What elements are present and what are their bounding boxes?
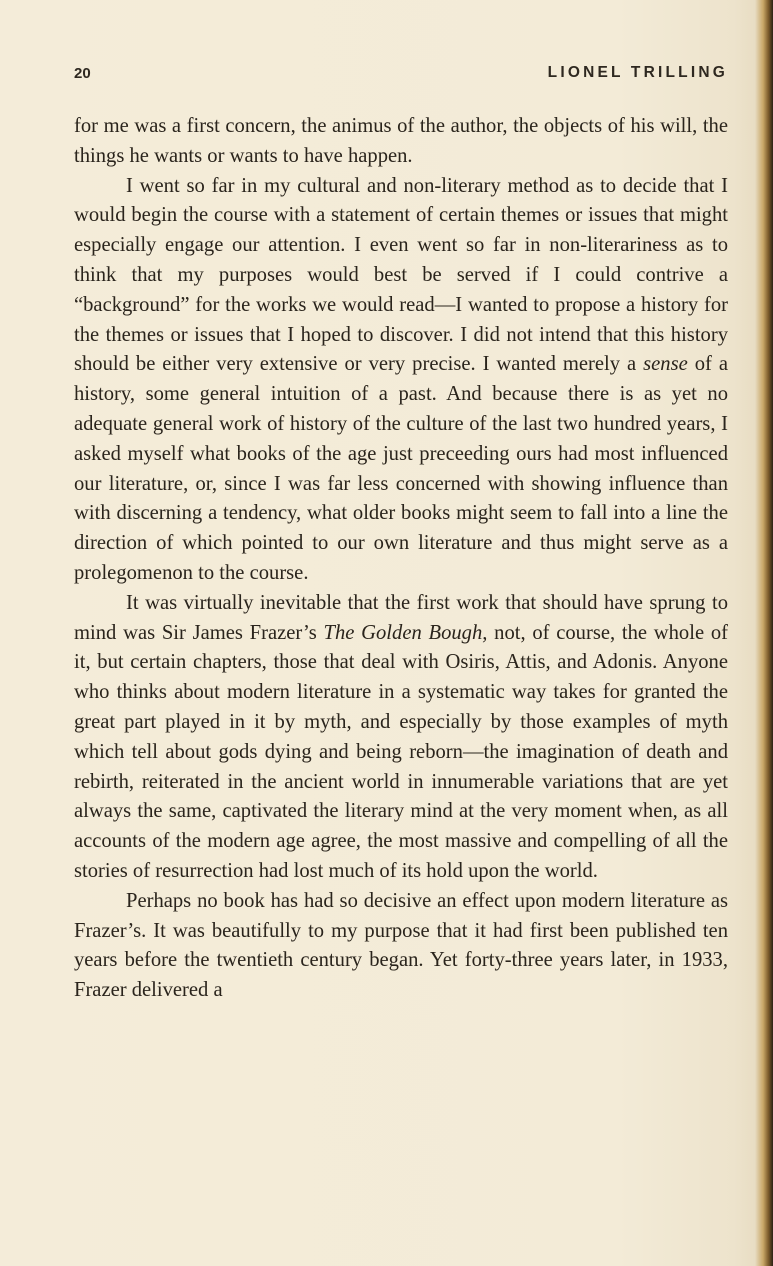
text-run: I went so far in my cultural and non-literary method as to decide that I would begin the course with a statement of certain themes or issues that might especially engage our attention. I even went so far in non-literariness as to think that my purposes would best be served if I could contrive a “background” for the works we would read—I wanted to propose a history for the themes or issues that I hoped to discover. I did not intend that this history should be either very extensive or very precise. I wanted merely a <box>74 174 728 376</box>
italic-text: sense <box>643 353 688 376</box>
text-run: for me was a first concern, the animus of the author, the objects of his will, the things he wants or wants to have happen. <box>74 115 728 167</box>
book-spine-shadow <box>755 0 773 1266</box>
italic-text: The Golden Bough, <box>323 621 488 644</box>
body-text <box>74 112 728 1006</box>
text-run: not, of course, the whole of it, but certain chapters, those that deal with Osiris, Attis, and Adonis. Anyone who thinks about modern literature in a systematic way takes for granted the great part played in it by myth, and especially by those examples of myth which tell about gods dying and being reborn—the imagination of death and rebirth, reiterated in the ancient world in innumerable variations that are yet always the same, captivated the literary mind at the very moment when, as all accounts of the modern age agree, the most massive and compelling of all the stories of resurrection had lost much of its hold upon the world. <box>74 621 728 882</box>
paragraph <box>74 887 728 1006</box>
running-head: LIONEL TRILLING <box>547 64 728 81</box>
paragraph <box>74 172 728 589</box>
page-number: 20 <box>74 65 91 82</box>
text-run: Perhaps no book has had so decisive an effect upon modern literature as Frazer’s. It was beautifully to my purpose that it had first been published ten years before the twentieth century began. Yet forty-three years later, in 1933, Frazer delivered a <box>74 889 728 1002</box>
paragraph <box>74 112 728 172</box>
text-run: of a history, some general intuition of a past. And because there is as yet no adequate general work of history of the culture of the last two hundred years, I asked myself what books of the age just preceeding ours had most influenced our literature, or, since I was far less concerned with showing influence than with discerning a tendency, what older books might seem to fall into a line the direction of which pointed to our own literature and thus might serve as a prolegomenon to the course. <box>74 353 729 584</box>
page-header <box>74 62 728 86</box>
text-run: It was virtually inevitable that the first work that should have sprung to mind was Sir James Frazer’s <box>74 591 728 644</box>
paragraph <box>74 589 728 887</box>
